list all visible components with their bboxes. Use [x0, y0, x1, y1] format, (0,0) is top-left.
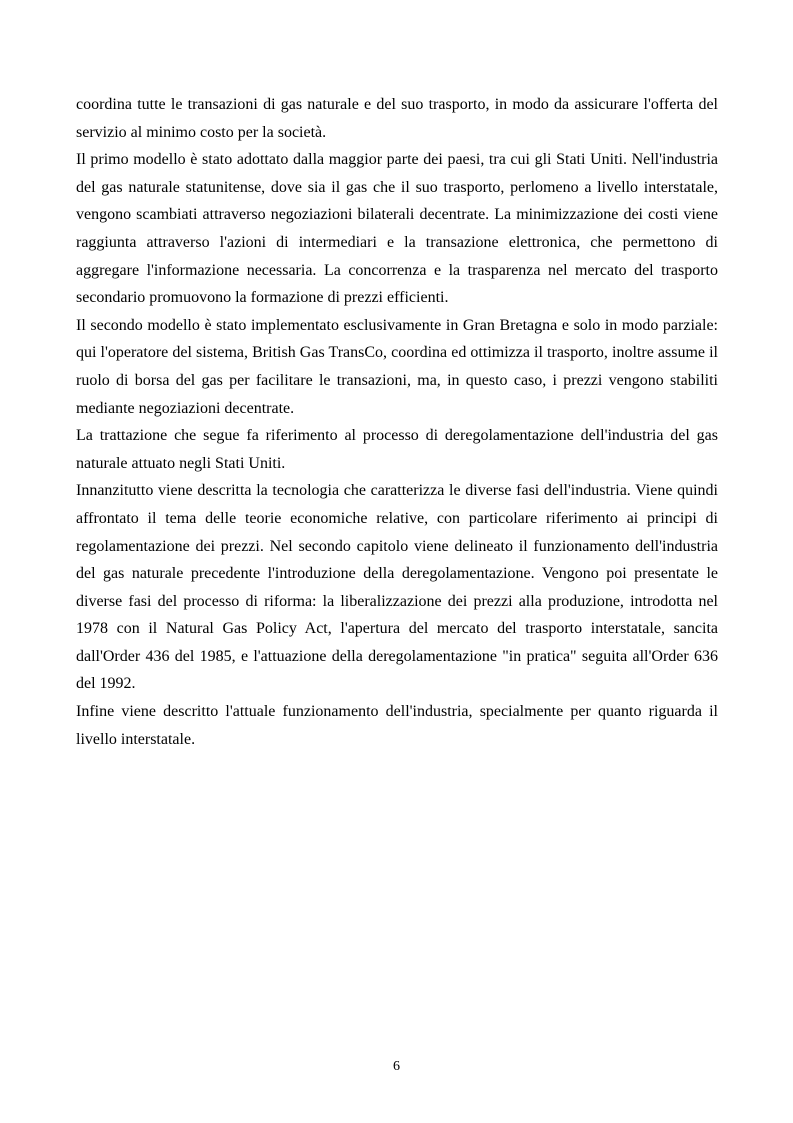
paragraph: Il primo modello è stato adottato dalla maggior parte dei paesi, tra cui gli Stati Uniti. Nell'industria del gas naturale statunitense, dove sia il gas che il suo trasporto, perlomeno a livello interstatale, vengono scambiati attraverso negoziazioni bilaterali decentrate. La minimizzazione dei costi viene raggiunta attraverso l'azioni di intermediari e la transazione elettronica, che permettono di aggregare l'informazione necessaria. La concorrenza e la trasparenza nel mercato del trasporto secondario promuovono la formazione di prezzi efficienti.	[76, 151, 718, 307]
body-text	[76, 91, 718, 753]
paragraph: Il secondo modello è stato implementato esclusivamente in Gran Bretagna e solo in modo parziale: qui l'operatore del sistema, British Gas TransCo, coordina ed ottimizza il trasporto, inoltre assume il ruolo di borsa del gas per facilitare le transazioni, ma, in questo caso, i prezzi vengono stabiliti mediante negoziazioni decentrate.	[76, 316, 718, 417]
paragraph: Innanzitutto viene descritta la tecnologia che caratterizza le diverse fasi dell'industria. Viene quindi affrontato il tema delle teorie economiche relative, con particolare riferimento ai principi di regolamentazione dei prezzi. Nel secondo capitolo viene delineato il funzionamento dell'industria del gas naturale precedente l'introduzione della deregolamentazione. Vengono poi presentate le diverse fasi del processo di riforma: la liberalizzazione dei prezzi alla produzione, introdotta nel 1978 con il Natural Gas Policy Act, l'apertura del mercato del trasporto interstatale, sancita dall'Order 436 del 1985, e l'attuazione della deregolamentazione "in pratica" seguita all'Order 636 del 1992.	[76, 482, 718, 693]
paragraph: Infine viene descritto l'attuale funzionamento dell'industria, specialmente per quanto riguarda il livello interstatale.	[76, 703, 718, 748]
page-number: 6	[393, 1059, 400, 1074]
paragraph: La trattazione che segue fa riferimento al processo di deregolamentazione dell'industria del gas naturale attuato negli Stati Uniti.	[76, 427, 718, 472]
paragraph: coordina tutte le transazioni di gas naturale e del suo trasporto, in modo da assicurare l'offerta del servizio al minimo costo per la società.	[76, 96, 718, 141]
